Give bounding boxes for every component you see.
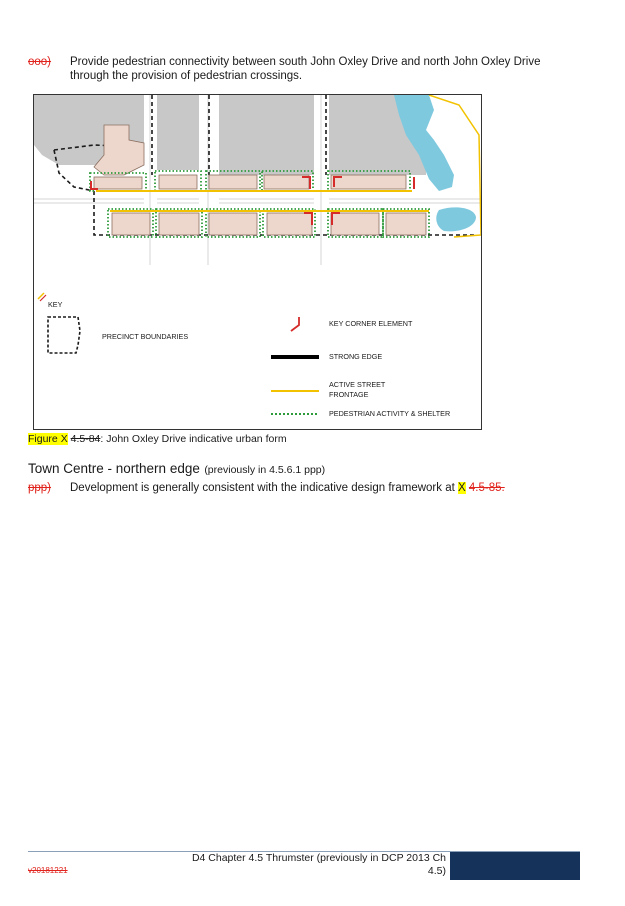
item-ppp-new-ref: X — [458, 482, 466, 494]
water-body — [436, 207, 476, 231]
footer-title-line2: 4.5) — [427, 865, 446, 877]
figure-map — [33, 94, 482, 430]
legend-key: KEY — [48, 300, 63, 309]
building — [267, 213, 312, 235]
footer-title — [150, 852, 446, 878]
footer-brand-block — [450, 852, 580, 880]
caption-old-number: 4.5-84 — [70, 433, 101, 445]
section-heading — [28, 460, 325, 478]
building — [331, 213, 379, 235]
legend-active-frontage-1: ACTIVE STREET — [329, 380, 386, 389]
block-shape — [219, 95, 314, 175]
footer-version: v20181221 — [28, 866, 68, 875]
building — [159, 213, 199, 235]
caption-text: : John Oxley Drive indicative urban form — [100, 433, 287, 445]
legend-corner-icon — [291, 317, 299, 331]
building — [94, 177, 142, 189]
item-ppp-marker: ppp) — [28, 482, 52, 494]
urban-form-map — [34, 95, 482, 430]
caption-new-number: X — [60, 433, 68, 445]
footer-title-line1: D4 Chapter 4.5 Thrumster (previously in DCP 2013 Ch — [191, 852, 446, 864]
building — [112, 213, 150, 235]
building — [209, 175, 257, 189]
building — [331, 175, 406, 189]
legend-pedestrian: PEDESTRIAN ACTIVITY & SHELTER — [329, 409, 451, 418]
building — [386, 213, 426, 235]
item-ppp-old-ref: 4.5-85. — [468, 482, 505, 494]
item-ooo-text-line1: Provide pedestrian connectivity between south John Oxley Drive and north John Oxley Drive — [70, 56, 541, 68]
building — [209, 213, 257, 235]
building — [159, 175, 197, 189]
caption-figure-word: Figure — [28, 433, 58, 445]
block-shape — [157, 95, 199, 170]
road — [34, 193, 482, 207]
legend-precinct-boundaries: PRECINCT BOUNDARIES — [102, 332, 189, 341]
section-heading-title: Town Centre - northern edge — [28, 461, 200, 476]
section-heading-note: (previously in 4.5.6.1 ppp) — [204, 464, 326, 476]
item-ooo-marker: ooo) — [28, 56, 52, 68]
legend-key-corner: KEY CORNER ELEMENT — [329, 319, 413, 328]
item-ppp-text: Development is generally consistent with the indicative design framework at — [70, 482, 458, 494]
figure-caption — [28, 433, 287, 445]
legend — [38, 293, 450, 418]
legend-precinct-icon — [48, 317, 80, 353]
legend-active-frontage-2: FRONTAGE — [329, 390, 369, 399]
legend-strong-edge: STRONG EDGE — [329, 352, 383, 361]
item-ooo-text-line2: through the provision of pedestrian crossings. — [70, 70, 303, 82]
